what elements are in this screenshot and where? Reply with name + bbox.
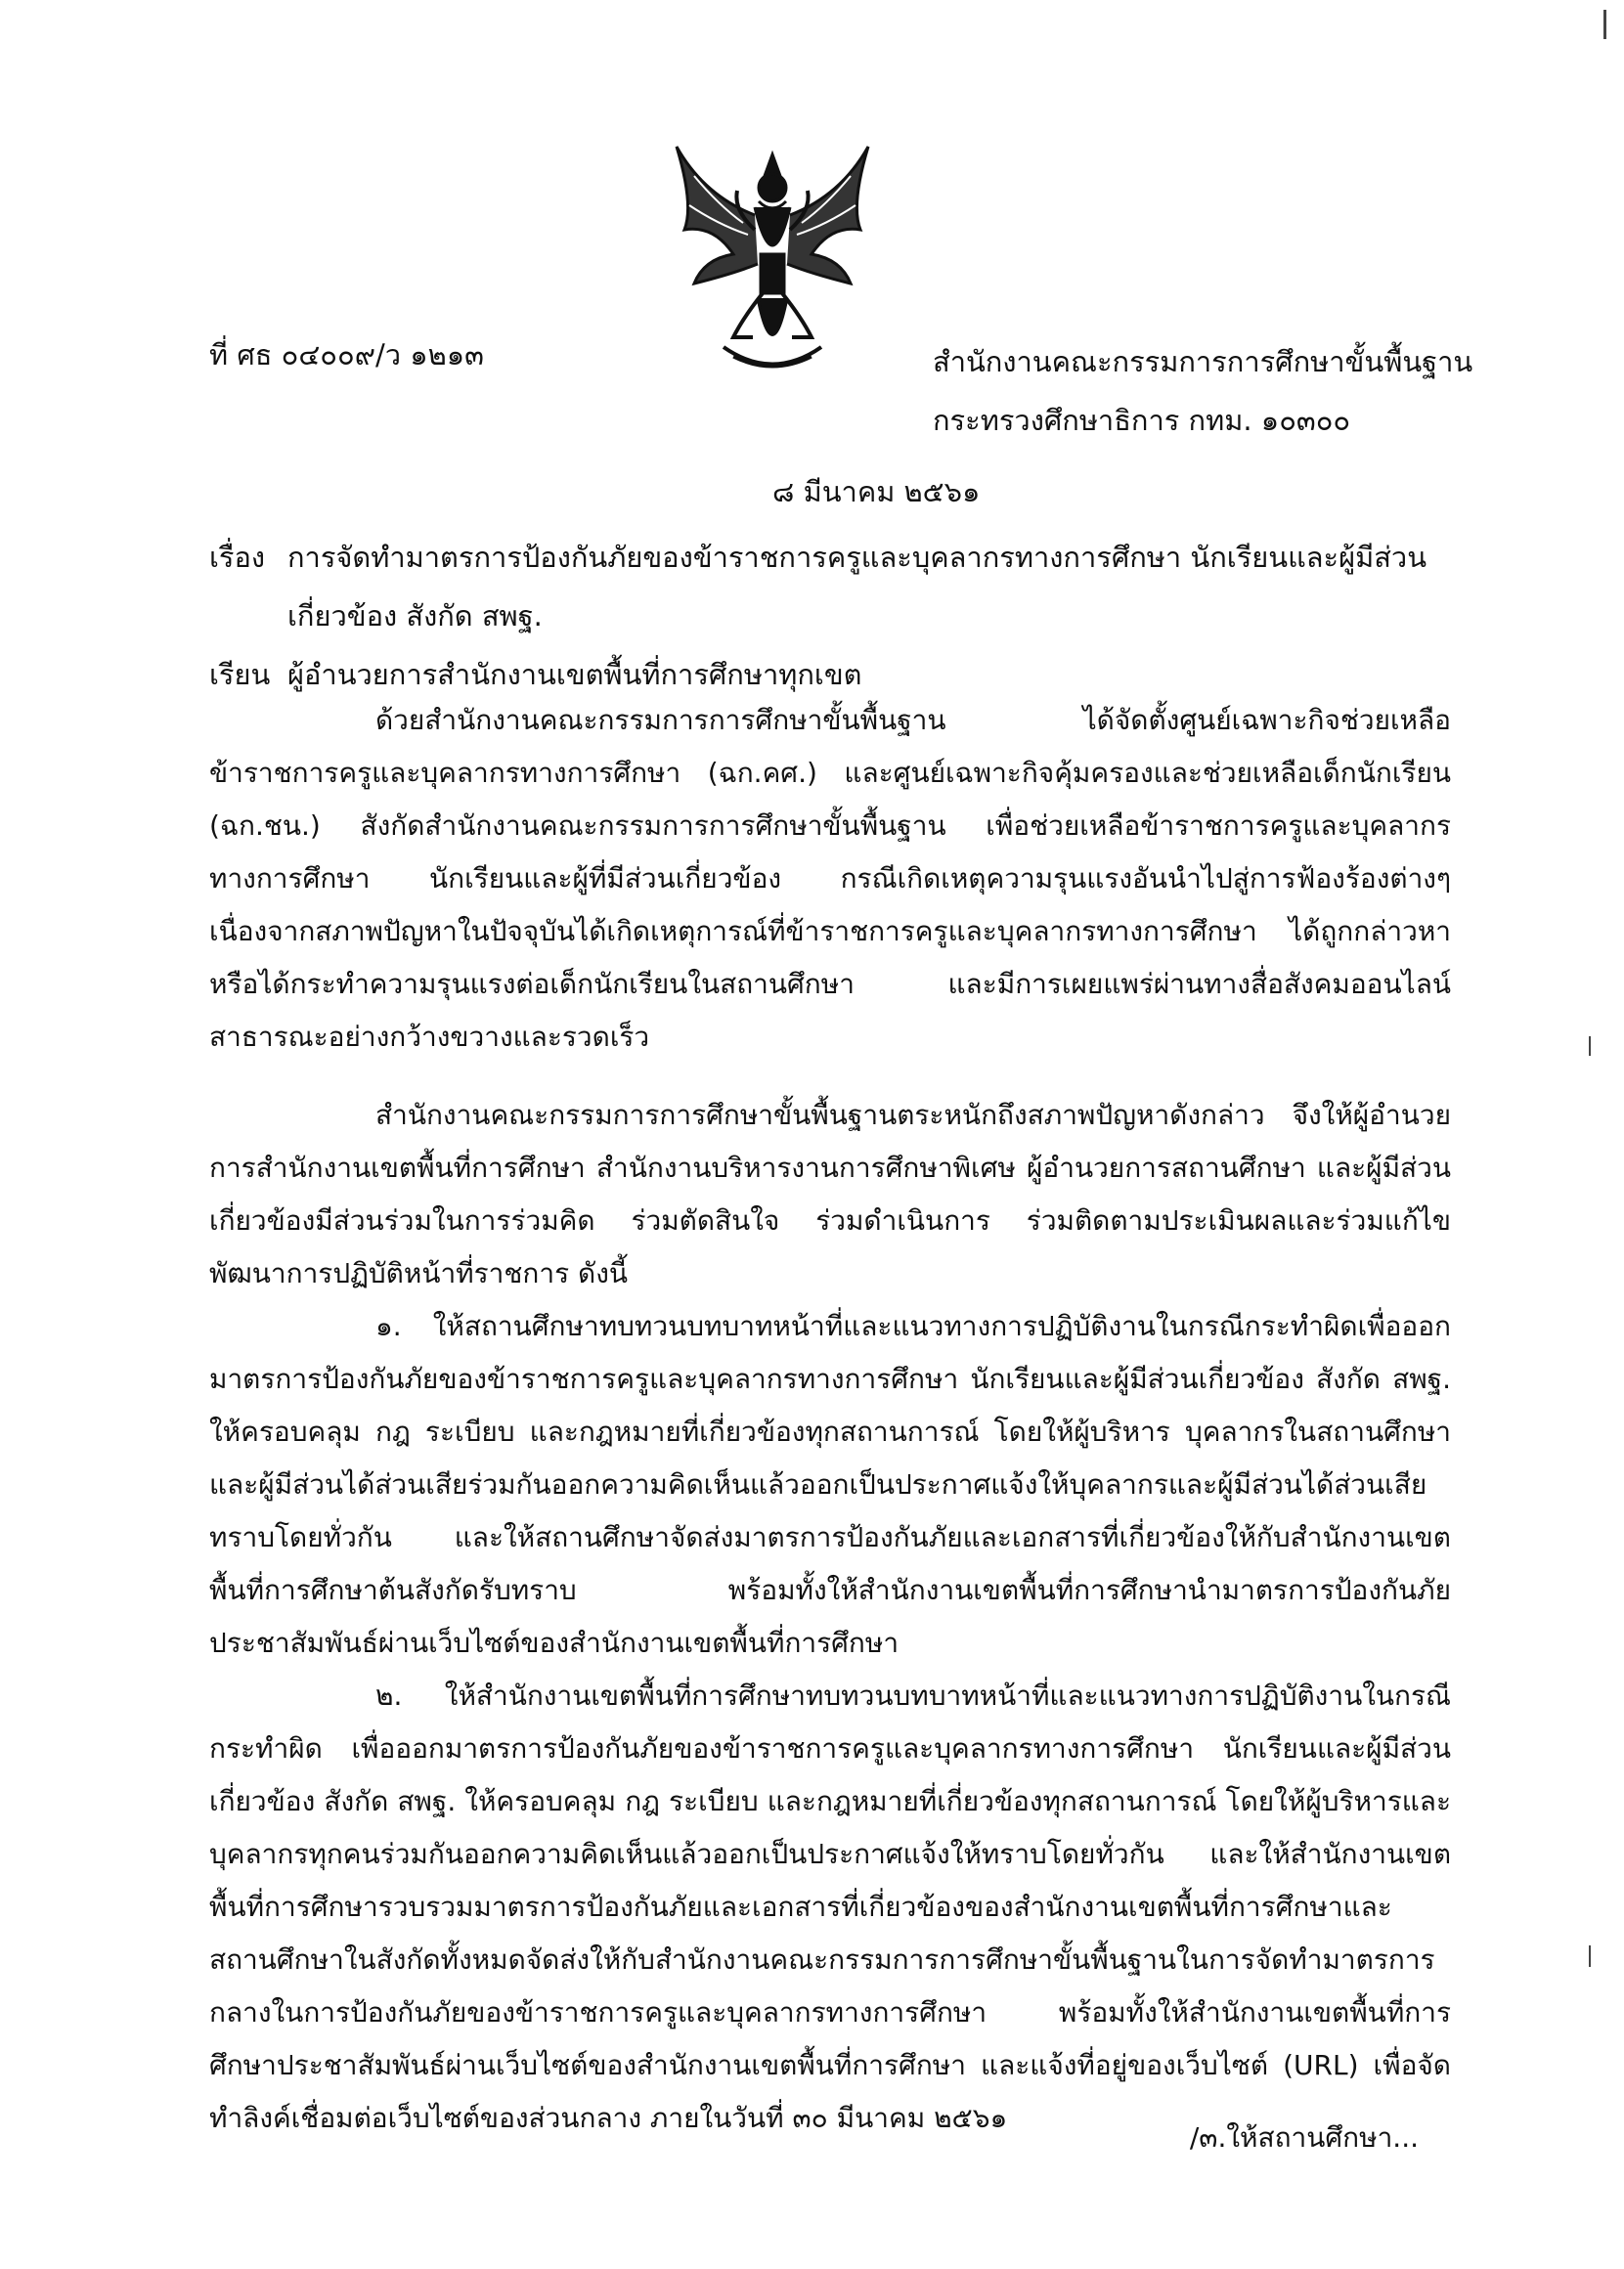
subject-text: การจัดทำมาตรการป้องกันภัยของข้าราชการครูและบุคลากรทางการศึกษา นักเรียนและผู้มีส่วนเกี่ยวข้อง สังกัด สพฐ.	[287, 541, 1427, 633]
recipient-text: ผู้อำนวยการสำนักงานเขตพื้นที่การศึกษาทุกเขต	[287, 658, 862, 691]
letter-header	[209, 528, 1441, 704]
letter-date: ๘ มีนาคม ๒๕๖๑	[772, 475, 981, 508]
continuation-note: /๓.ให้สถานศึกษา...	[1189, 2121, 1419, 2154]
body-item-2: ๒. ให้สำนักงานเขตพื้นที่การศึกษาทบทวนบทบาทหน้าที่และแนวทางการปฏิบัติงานในกรณีกระทำผิด เพื่อออกมาตรการป้องกันภัยของข้าราชการครูและบุคลากรทางการศึกษา นักเรียนและผู้มีส่วนเกี่ยวข้อง สังกัด สพฐ. ให้ครอบคลุม กฎ ระเบียบ และกฎหมายที่เกี่ยวข้องทุกสถานการณ์ โดยให้ผู้บริหารและบุคลากรทุกคนร่วมกันออกความคิดเห็นแล้วออกเป็นประกาศแจ้งให้ทราบโดยทั่วกัน และให้สำนักงานเขตพื้นที่การศึกษารวบรวมมาตรการป้องกันภัยและเอกสารที่เกี่ยวข้องของสำนักงานเขตพื้นที่การศึกษาและสถานศึกษาในสังกัดทั้งหมดจัดส่งให้กับสำนักงานคณะกรรมการการศึกษาขั้นพื้นฐานในการจัดทำมาตรการกลางในการป้องกันภัยของข้าราชการครูและบุคลากรทางการศึกษา พร้อมทั้งให้สำนักงานเขตพื้นที่การศึกษาประชาสัมพันธ์ผ่านเว็บไซต์ของสำนักงานเขตพื้นที่การศึกษา และแจ้งที่อยู่ของเว็บไซต์ (URL) เพื่อจัดทำลิงค์เชื่อมต่อเว็บไซต์ของส่วนกลาง ภายในวันที่ ๓๐ มีนาคม ๒๕๖๑	[209, 1680, 1451, 2134]
scan-mark	[1603, 10, 1606, 39]
body-item-1: ๑. ให้สถานศึกษาทบทวนบทบาทหน้าที่และแนวทางการปฏิบัติงานในกรณีกระทำผิดเพื่อออกมาตรการป้องกันภัยของข้าราชการครูและบุคลากรทางการศึกษา นักเรียนและผู้มีส่วนเกี่ยวข้อง สังกัด สพฐ. ให้ครอบคลุม กฎ ระเบียบ และกฎหมายที่เกี่ยวข้องทุกสถานการณ์ โดยให้ผู้บริหาร บุคลากรในสถานศึกษา และผู้มีส่วนได้ส่วนเสียร่วมกันออกความคิดเห็นแล้วออกเป็นประกาศแจ้งให้บุคลากรและผู้มีส่วนได้ส่วนเสียทราบโดยทั่วกัน และให้สถานศึกษาจัดส่งมาตรการป้องกันภัยและเอกสารที่เกี่ยวข้องให้กับสำนักงานเขตพื้นที่การศึกษาต้นสังกัดรับทราบ พร้อมทั้งให้สำนักงานเขตพื้นที่การศึกษานำมาตรการป้องกันภัยประชาสัมพันธ์ผ่านเว็บไซต์ของสำนักงานเขตพื้นที่การศึกษา	[209, 1310, 1451, 1659]
office-name: สำนักงานคณะกรรมการการศึกษาขั้นพื้นฐาน	[933, 345, 1473, 378]
garuda-emblem-icon	[665, 137, 880, 381]
office-address: กระทรวงศึกษาธิการ กทม. ๑๐๓๐๐	[933, 404, 1351, 437]
recipient-label: เรียน	[209, 658, 271, 691]
scan-mark	[1589, 1036, 1591, 1056]
body-paragraph-1: ด้วยสำนักงานคณะกรรมการการศึกษาขั้นพื้นฐาน ได้จัดตั้งศูนย์เฉพาะกิจช่วยเหลือข้าราชการครูและบุคลากรทางการศึกษา (ฉก.คศ.) และศูนย์เฉพาะกิจคุ้มครองและช่วยเหลือเด็กนักเรียน (ฉก.ชน.) สังกัดสำนักงานคณะกรรมการการศึกษาขั้นพื้นฐาน เพื่อช่วยเหลือข้าราชการครูและบุคลากรทางการศึกษา นักเรียนและผู้ที่มีส่วนเกี่ยวข้อง กรณีเกิดเหตุความรุนแรงอันนำไปสู่การฟ้องร้องต่างๆ เนื่องจากสภาพปัญหาในปัจจุบันได้เกิดเหตุการณ์ที่ข้าราชการครูและบุคลากรทางการศึกษา ได้ถูกกล่าวหาหรือได้กระทำความรุนแรงต่อเด็กนักเรียนในสถานศึกษา และมีการเผยแพร่ผ่านทางสื่อสังคมออนไลน์สาธารณะอย่างกว้างขวางและรวดเร็ว	[209, 704, 1451, 1053]
document-number: ที่ ศธ ๐๔๐๐๙/ว ๑๒๑๓	[209, 338, 484, 371]
issuing-office	[933, 332, 1472, 450]
subject-label: เรื่อง	[209, 541, 266, 574]
body-paragraph-2: สำนักงานคณะกรรมการการศึกษาขั้นพื้นฐานตระหนักถึงสภาพปัญหาดังกล่าว จึงให้ผู้อำนวยการสำนักงานเขตพื้นที่การศึกษา สำนักงานบริหารงานการศึกษาพิเศษ ผู้อำนวยการสถานศึกษา และผู้มีส่วนเกี่ยวข้องมีส่วนร่วมในการร่วมคิด ร่วมตัดสินใจ ร่วมดำเนินการ ร่วมติดตามประเมินผลและร่วมแก้ไขพัฒนาการปฏิบัติหน้าที่ราชการ ดังนี้	[209, 1099, 1451, 1289]
letter-body	[209, 694, 1451, 2145]
subject-row	[209, 528, 1441, 645]
scan-mark	[1589, 1945, 1591, 1967]
